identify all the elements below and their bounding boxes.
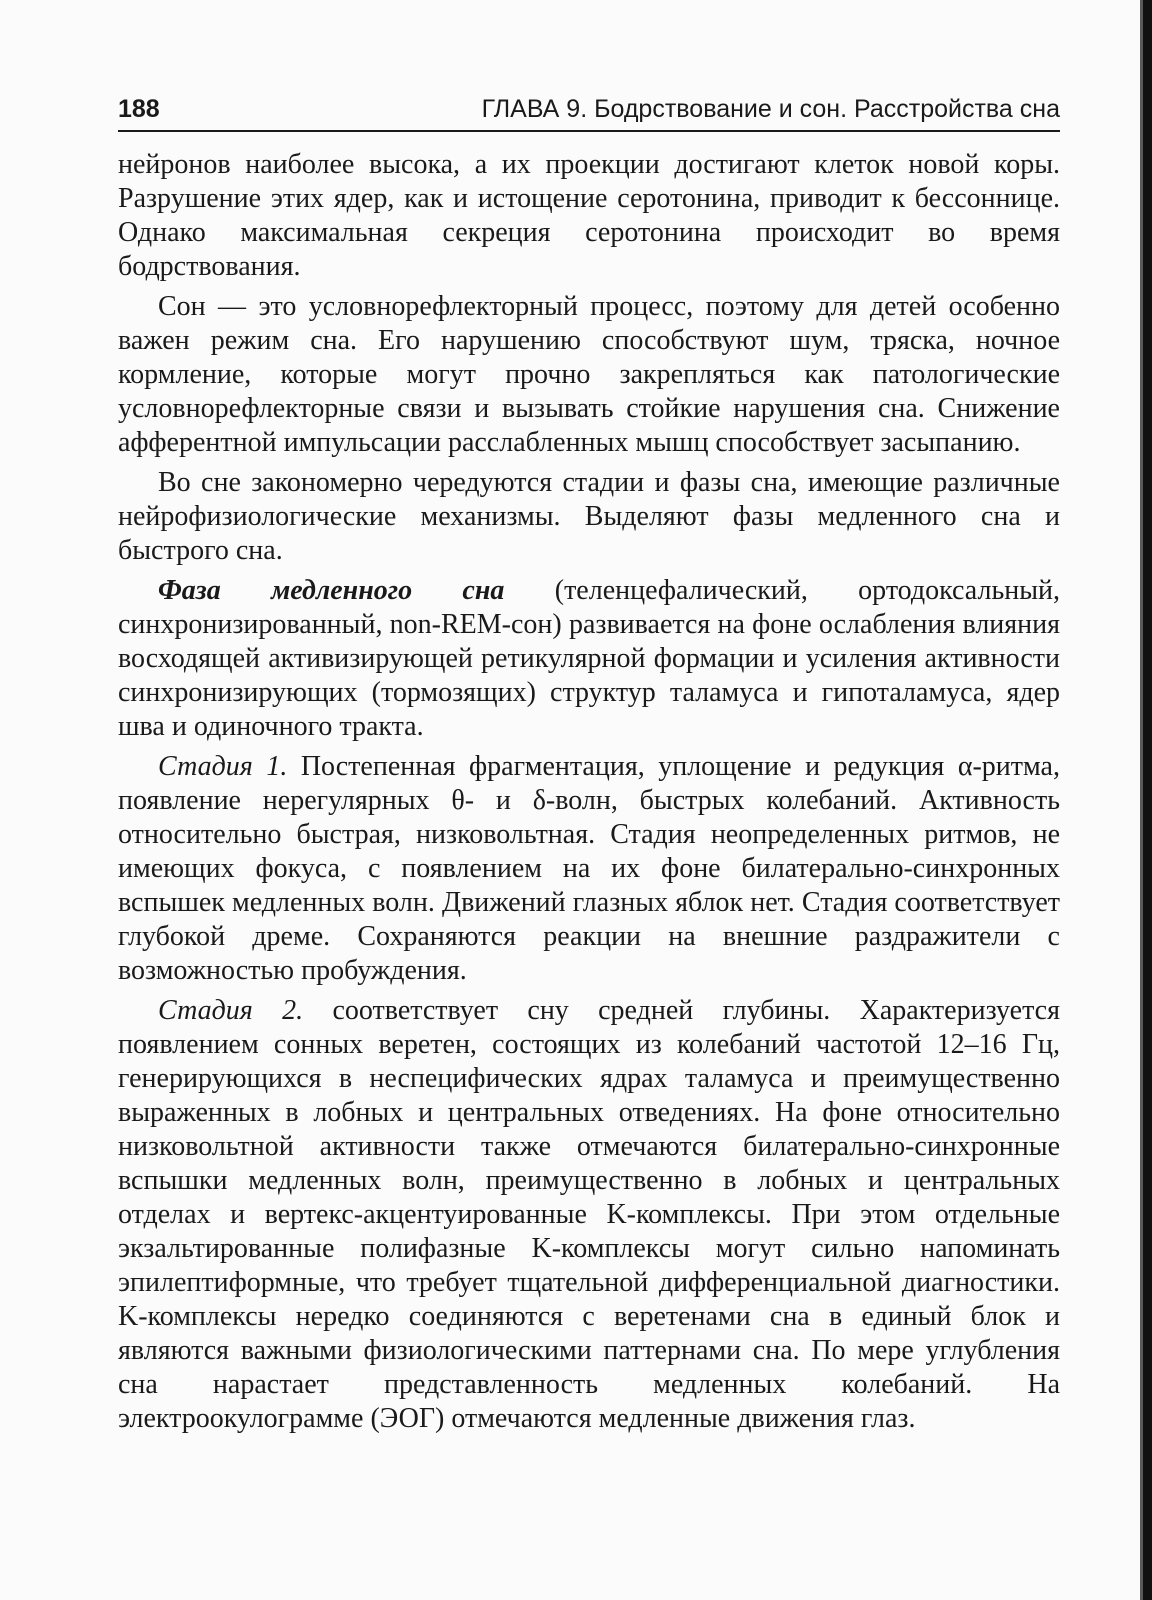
running-head — [118, 92, 1060, 132]
body-text — [118, 148, 1060, 1442]
page-number: 188 — [118, 95, 160, 123]
stage-2-label: Стадия 2. — [158, 995, 304, 1026]
paragraph-text: Сон — это условнорефлекторный процесс, поэтому для детей особенно важен режим сна. Его нарушению способствуют шум, тряска, ночное кормление, которые могут прочно закрепляться как патологические условнорефлекторные связи и вызывать стойкие нарушения сна. Снижение афферентной импульсации расслабленных мышц способствует засыпанию. — [118, 291, 1060, 458]
paragraph-stage-2 — [118, 994, 1060, 1436]
paragraph-text: нейронов наиболее высока, а их проекции достигают клеток новой коры. Разрушение этих ядер, как и истощение серотонина, приводит к бессоннице. Однако максимальная секреция серотонина происходит во время бодрствования. — [118, 149, 1060, 282]
paragraph-continuation — [118, 148, 1060, 284]
paragraph-stage-1 — [118, 750, 1060, 988]
paragraph-sleep-phases — [118, 466, 1060, 568]
paragraph-slow-sleep-phase — [118, 574, 1060, 744]
paragraph-text: Постепенная фрагментация, уплощение и редукция α-ритма, появление нерегулярных θ- и δ-волн, быстрых колебаний. Активность относительно быстрая, низковольтная. Стадия неопределенных ритмов, не имеющих фокуса, с появлением на их фоне билатерально-синхронных вспышек медленных волн. Движений глазных яблок нет. Стадия соответствует глубокой дреме. Сохраняются реакции на внешние раздражители с возможностью пробуждения. — [118, 751, 1060, 986]
chapter-title: ГЛАВА 9. Бодрствование и сон. Расстройства сна — [481, 95, 1060, 123]
paragraph-sleep-conditioning — [118, 290, 1060, 460]
paragraph-text: соответствует сну средней глубины. Характеризуется появлением сонных веретен, состоящих из колебаний частотой 12–16 Гц, генерирующихся в неспецифических ядрах таламуса и преимущественно выраженных в лобных и центральных отведениях. На фоне относительно низковольтной активности также отмечаются билатерально-синхронные вспышки медленных волн, преимущественно в лобных и центральных отделах и вертекс-акцентуированные K-комплексы. При этом отдельные экзальтированные полифазные K-комплексы могут сильно напоминать эпилептиформные, что требует тщательной дифференциальной диагностики. K-комплексы нередко соединяются с веретенами сна в единый блок и являются важными физиологическими паттернами сна. По мере углубления сна нарастает представленность медленных колебаний. На электроокулограмме (ЭОГ) отмечаются медленные движения глаз. — [118, 995, 1060, 1434]
paragraph-text: Во сне закономерно чередуются стадии и фазы сна, имеющие различные нейрофизиологические механизмы. Выделяют фазы медленного сна и быстрого сна. — [118, 467, 1060, 566]
paragraph-text: (теленцефалический, ортодоксальный, синхронизированный, non-REM-сон) развивается на фоне ослабления влияния восходящей активизирующей ретикулярной формации и усиления активности синхронизирующих (тормозящих) структур таламуса и гипоталамуса, ядер шва и одиночного тракта. — [118, 575, 1060, 742]
page-edge — [1143, 0, 1152, 1600]
stage-1-label: Стадия 1. — [158, 751, 288, 782]
term-slow-sleep-phase: Фаза медленного сна — [158, 575, 505, 606]
